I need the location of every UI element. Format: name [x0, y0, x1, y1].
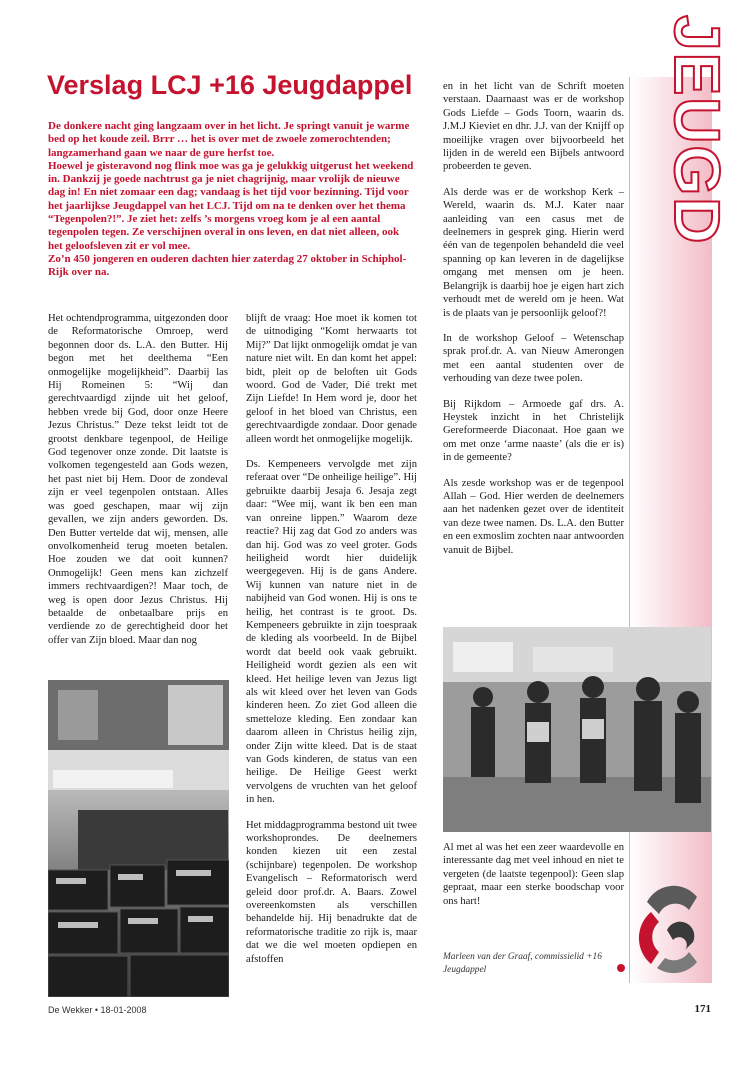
- body-paragraph: Ds. Kempeneers vervolgde met zijn referaat over “De onheilige heilige”. Hij gebruikte daarbij Jesaja 6. Jesaja zegt daar: “Wee mij, want ik ben een man van onreine lippen.” Waarom deze reactie? Hij zag dat God zo anders was dan hij. God was zo veel groter. Gods heiligheid wordt hier duidelijk weergegeven. Hij is de gans Andere. Wij kunnen van nature niet in de nabijheid van God wonen. Hij is ons te heilig, het contrast is te groot. Ds. Kempeneers gebruikte in zijn toespraak de kleding als voorbeeld. In de Bijbel wordt dat beeld ook vaak gebruikt. Heiligheid wordt gezien als een wit kleed. Het heilige leven van Jezus ligt als wit kleed over het leven van Gods kinderen heen. Zo ziet God alleen die smetteloze kleding. Een zondaar kan daarom alleen in Christus heilig zijn, onder Zijn witte kleed. Dat is de staat van Gods kinderen, de status van een heilige. De Heilige Geest werkt vervolgens de vruchten van het geloof in hen.: [246, 459, 417, 806]
- author-signature: Marleen van der Graaf, commissielid +16 Jeugdappel: [443, 952, 602, 975]
- body-paragraph: blijft de vraag: Hoe moet ik komen tot de uitnodiging “Komt herwaarts tot Mij?” Dat lijkt onmogelijk omdat je van nature niet wilt. En dan komt het appel: bidt, pleit op de beloften uit Gods woord. God de Vader, Dié trekt met Zijn Liefde! In Hem word je, door het geloof in het bloed van Christus, een gerechtvaardigde zondaar. Door genade alleen wordt het onmogelijke mogelijk.: [246, 313, 417, 445]
- page-number: 171: [694, 1003, 711, 1015]
- photo-book-table: [48, 680, 229, 997]
- footer-publication: De Wekker • 18-01-2008: [48, 1005, 147, 1015]
- photo-book-table-image: [48, 680, 229, 997]
- article-title: Verslag LCJ +16 Jeugdappel: [47, 70, 413, 100]
- body-paragraph: In de workshop Geloof – Wetenschap sprak prof.dr. A. van Nieuw Amerongen met een aantal studenten over de verhouding van deze twee polen.: [443, 332, 624, 385]
- intro-paragraph: Hoewel je gisteravond nog flink moe was ga je gelukkig uitgerust het weekend in. Dankzij je goede nachtrust ga je niet chagrijnig, maar vrolijk de nieuwe dag in! En niet zomaar een dag; vandaag is het tijd voor bezinning. Tijd voor het jaarlijkse Jeugdappel van het LCJ. Tijd om na te denken over het thema “Tegenpolen?!”. Je ziet het: zelfs ’s morgens vroeg kom je al een aantal tegenpolen tegen. Ze verschijnen overal in ons leven, en dat niet alleen, ook het geloofsleven zit er vol mee.: [48, 159, 414, 252]
- intro-paragraph: Zo’n 450 jongeren en ouderen dachten hier zaterdag 27 oktober in Schiphol-Rijk over na.: [48, 252, 407, 279]
- closing-paragraph: Al met al was het een zeer waardevolle en interessante dag met veel inhoud en niet te vergeten (de laatste tegenpool): Geen slap gepraat, maar een sterke boodschap voor ons hart!: [443, 842, 624, 907]
- body-paragraph: en in het licht van de Schrift moeten verstaan. Daarnaast was er de workshop Gods Liefde – Gods Toorn, waarin ds. J.M.J Kieviet en dhr. J.J. van der Knijff op moeilijke vragen over bijvoorbeeld het lijden in de wereld een Bijbels antwoord probeerden te geven.: [443, 81, 624, 173]
- lcj-logo-icon: [637, 882, 703, 978]
- article-intro: [48, 120, 416, 280]
- body-paragraph: Bij Rijkdom – Armoede gaf drs. A. Heystek inzicht in het Christelijk Gereformeerde Diaconaat. Hoe gaan we om met onze ‘arme naaste’ (als die er is) in de gemeente?: [443, 398, 624, 464]
- intro-paragraph: De donkere nacht ging langzaam over in het licht. Je springt vanuit je warme bed op het koude zeil. Brrr … het is over met de zwoele zomerochtenden; langzamerhand gaan we naar de gure herfst toe.: [48, 120, 410, 159]
- body-column-1: [48, 312, 228, 659]
- body-column-3: [443, 80, 624, 569]
- photo-participants-image: [443, 627, 711, 832]
- body-paragraph: Als zesde workshop was er de tegenpool Allah – God. Hier werden de deelnemers aan het nadenken gezet over de identiteit van deze twee namen. Ds. L.A. den Butter en een exmoslim zochten naar antwoorden vanuit de Bijbel.: [443, 477, 624, 556]
- section-label-jeugd: JEUGD: [661, 15, 733, 246]
- photo-participants: [443, 627, 711, 832]
- body-paragraph: Als derde was er de workshop Kerk – Wereld, waarin ds. M.J. Kater naar aanleiding van een casus met de deelnemers in gesprek ging. Hierin werd één van de tegenpolen behandeld die veel spanning op kan leveren in de dagelijkse omgang met mensen om je heen. Belangrijk is daarbij hoe je eigen hart zich verhoudt met de wereld om je heen. Wat is de plaats van je persoonlijk geloof?!: [443, 186, 624, 319]
- body-paragraph: Het ochtendprogramma, uitgezonden door de Reformatorische Omroep, werd begonnen door ds. L.A. den Butter. Hij begon met het deelthema “Een onmogelijke mogelijkheid”. Daarbij las Hij Romeinen 5: “Wij dan gerechtvaardigd zijnde uit het geloof, hebben vrede bij God, door onze Heere Jezus Christus.” Deze tekst leidt tot de grootst denkbare tegenpool, de Heilige God tegenover onze zonde. Dit laatste is volkomen tegengesteld aan Gods wezen, het past niet bij Hem. Door de zondeval zijn er veel tegenpolen ontstaan. Alles was goed geschapen, maar wij zijn gevallen, we zijn anders geworden. Ds. Den Butter vertelde dat wij, mensen, alle onvolkomenheid terug moeten betalen. Hoe zouden we dat ooit kunnen? Onmogelijk! Geen mens kan zichzelf immers rechtvaardigen?! Maar toch, de weg is open door Jezus Christus. Hij betaalde de onbetaalbare prijs en verdiende zo de gerechtigheid door het offer van Zijn bloed. Maar dan nog: [48, 313, 228, 646]
- body-column-2: [246, 312, 417, 978]
- end-bullet: [617, 964, 625, 972]
- body-paragraph: Het middagprogramma bestond uit twee workshoprondes. De deelnemers konden kiezen uit een zestal (schijnbare) tegenpolen. De workshop Evangelisch – Reformatorisch werd geleid door prof.dr. A. Baars. Zowel overeenkomsten als verschillen behandelde hij. Hij benadrukte dat de reformatorische traditie zo rijk is, maar dat we die wel moeten opdiepen en afstoffen: [246, 819, 417, 965]
